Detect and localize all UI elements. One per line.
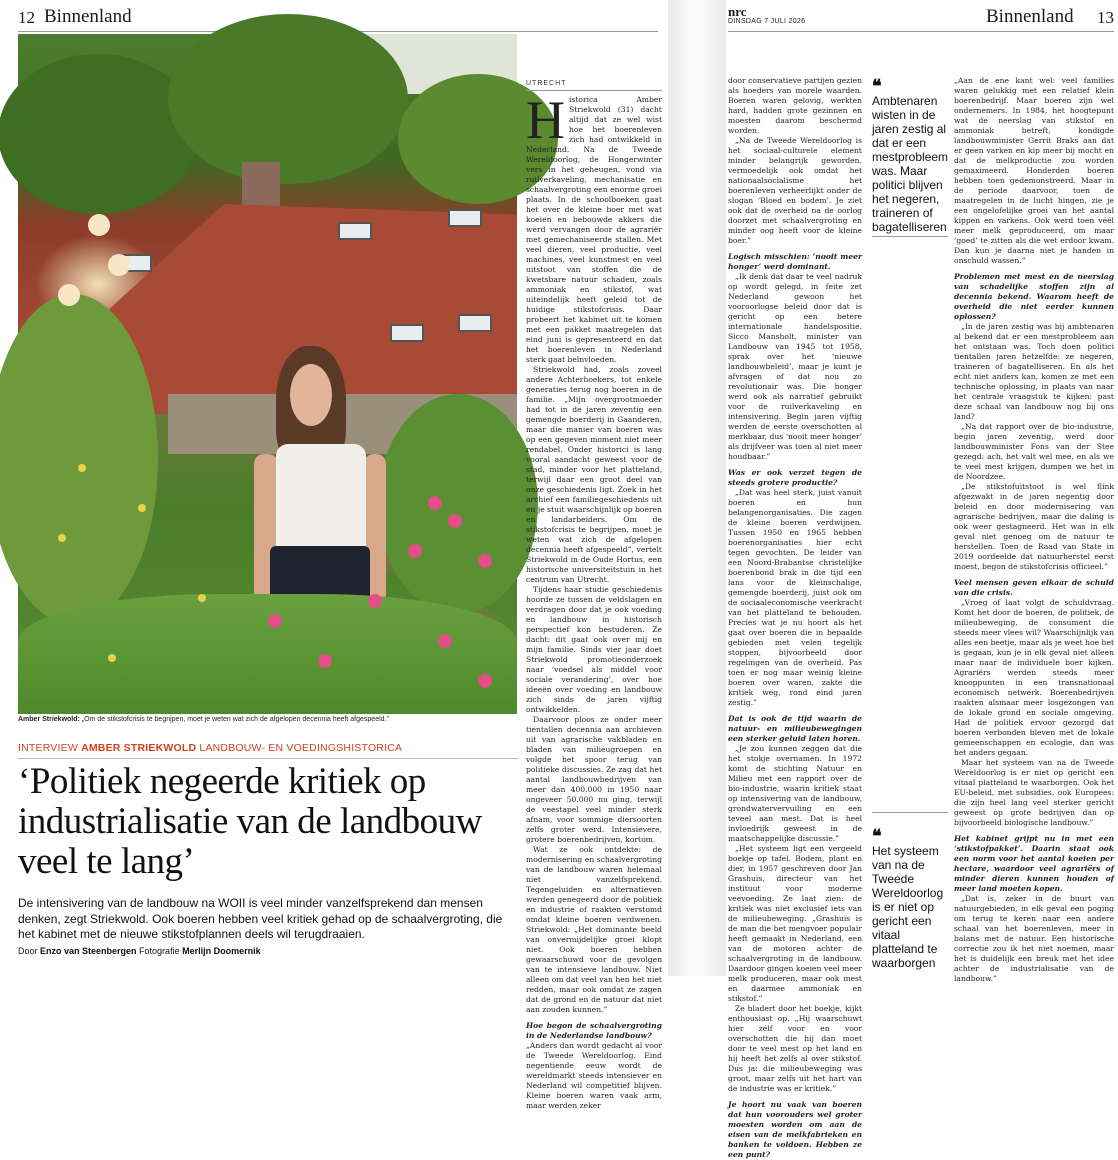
- byline-photo-label: Fotografie: [136, 946, 183, 956]
- byline-author: Enzo van Steenbergen: [40, 946, 137, 956]
- interview-question: Het kabinet grijpt nu in met een ‘stikstofpakket’. Daarin staat ook een norm voor het aantal koeien per hectare, waardoor veel agrariërs of minder dieren kunnen houden of meer land moeten kopen.: [954, 834, 1114, 893]
- pull-quote-rule: [872, 812, 948, 813]
- paragraph: „Aan de ene kant wel: veel families waren gelukkig met een relatief klein boerenbedrijf. Maar boeren zijn wel ondernemers. In 1984, het hoogtepunt wat de neerslag van stikstof en ammoniak betreft, kondigde landbouwminister Gerrit Braks aan dat er geen varken en kip meer bij mocht en dat de melkproductie zou worden gemaximeerd. Honderden boeren hebben toen gedemonstreerd. Maar in de periode daarvoor, toen de maatregelen in de lucht hingen, zie je een ongelofelijke groei van het aantal kippen en varkens. Ook werd toen véél meer melk geproduceerd, om maar ‘goed’ te zitten als die wet erdoor kwam. Dan kun je daarna niet je handen in onschuld wassen.”: [954, 76, 1114, 265]
- paragraph: „Dat was heel sterk, juist vanuit boeren en hun belangenorganisaties. Die zagen de kleine boeren verdwijnen. Tussen 1950 en 1965 hebben boerenorganisaties hier echt tegen gevochten. De leider van een Noord-Brabantse christelijke boerenbond brak in die tijd een lans voor de kleinschalige, gemengde boerderij, juist ook om de sociaaleconomische veerkracht van het platteland te behouden. Precies wat je nu hoort als het gaat over boeren die in bepaalde gebieden met velen tegelijk stoppen, bijvoorbeeld door regelingen van de overheid. Pas toen er nog maar weinig kleine boeren over waren, zakte die kritiek weg, rond eind jaren zestig.”: [728, 488, 862, 707]
- photo-flower: [478, 554, 492, 568]
- quote-icon: ❛❛: [872, 76, 880, 96]
- kicker-rule: [18, 758, 518, 759]
- caption-name: Amber Striekwold:: [18, 716, 80, 723]
- photo-flower: [268, 614, 282, 628]
- kicker-label: INTERVIEW: [18, 742, 82, 754]
- paragraph: „Na de Tweede Wereldoorlog is het sociaal-culturele element minder belangrijk geworden, vermoedelijk ook omdat het nationaalsocialisme het boerenleven verheerlijkt onder de slogan ‘Bloed en bodem’. Je ziet ook dat de overheid na de oorlog doorzet met schaalvergroting en minder oog heeft voor de kleine boer.”: [728, 136, 862, 245]
- article-column-1: [526, 80, 662, 1110]
- interview-question: Je hoort nu vaak van boeren dat hun voorouders wel groter moesten worden om aan de eisen van de melkfabrieken en banken te voldoen. Hebben ze een punt?: [728, 1100, 862, 1159]
- photo-tree: [168, 14, 408, 184]
- paragraph: „Je zou kunnen zeggen dat die het stokje overnamen. In 1972 komt de stichting Natuur en Milieu met een rapport over de bio-industrie, waarin kritiek staat op intensivering van de landbouw, grondwatervervuiling en een teveel aan mest. Dat is heel invloedrijk geweest in de maatschappelijke discussie.”: [728, 744, 862, 843]
- paragraph: Wat ze ook ontdekte: de modernisering en schaalvergroting van de landbouw waren helemaal niet vanzelfsprekend. Tegengeluiden en alternatieven werden genegeerd door de politiek en industrie of raakten verstomd omdat kleine boeren verdwenen. Striekwold: „Het dominante beeld van onvermijdelijke groei klopt niet. Ook boeren hebben gewaarschuwd voor de gevolgen van te intensieve landbouw. Niet alleen om dat veel van hen het niet redden, maar ook omdat ze zagen dat de grond en de natuur dat niet aan zouden kunnen.”: [526, 845, 662, 1014]
- kicker-role: LANDBOUW- EN VOEDINGSHISTORICA: [196, 742, 403, 754]
- photo-flower: [428, 496, 442, 510]
- paragraph: Maar het systeem van na de Tweede Wereldoorlog is er niet op gericht een vitaal platteland te waarborgen. Ook het EU-beleid, met subsidies, ook Europees: die zijn heel lang veel sterker gericht geweest op grote bedrijven dan op bijvoorbeeld biologische landbouw.”: [954, 758, 1114, 827]
- photo-flower: [88, 214, 110, 236]
- byline-photographer: Merlijn Doomernik: [182, 946, 261, 956]
- paragraph: Daarvoor ploos ze onder meer tientallen decennia aan archieven uit van agrarische vakbladen en bladen van milieugroepen en volgde het spoor terug van politieke discussies. Ze zag dat het aantal landbouwbedrijven van meer dan 400.000 in 1950 naar ongeveer 50.000 nu ging, terwijl de veestapel veel minder sterk afnam, voor sommige diersoorten zelfs groter werd. Intensievere, grotere boerenbedrijven, kortom.: [526, 715, 662, 844]
- drop-cap: H: [526, 90, 565, 150]
- photo-tree: [0, 54, 198, 214]
- article-photo: [18, 34, 517, 714]
- photo-flower: [368, 594, 382, 608]
- paragraph-text: istorica Amber Striekwold (31) dacht altijd dat ze wel wist hoe het boerenleven zich had ontwikkeld in Nederland. Na de Tweede Wereldoorlog, de Hongerwinter vers in het geheugen, vond via ruilverkaveling, mechanisatie en schaalvergroting een enorme groei plaats. In de schoolboeken gaat het over de kleine boer met wat koeien en bebouwde akkers die werd vervangen door de agrariër met gemechaniseerde stallen. Met veel dieren, veel productie, veel machines, veel kunstmest en veel uitstoot van stoffen die de kwetsbare natuur schaden, zoals ammoniak en stikstof, wat uiteindelijk heeft geleid tot de huidige stikstofcrisis. Daar probeert het kabinet uit te komen met een pakket maatregelen dat eind juni is gepresenteerd en dat het boerenleven in Nederland sterk gaat beïnvloeden.: [526, 95, 662, 364]
- photo-person-face: [290, 364, 332, 426]
- dateline: UTRECHT: [526, 80, 662, 91]
- page-gutter: [668, 0, 726, 976]
- paragraph: Tijdens haar studie geschiedenis hoorde ze tussen de veldslagen en verdragen door dat je ook voeding en landbouw in historisch perspectief kon bestuderen. Ze dacht: dit gaat ook over mij en mijn familie. Sinds vier jaar doet Striekwold promotieonderzoek naar ‘voedsel als middel voor sociale verandering’, over hoe ideeën over voeding en landbouw zich sinds de jaren vijftig ontwikkelden.: [526, 585, 662, 714]
- photo-window: [338, 222, 372, 240]
- paragraph: „Dat is, zeker in de buurt van natuurgebieden, in elk geval een poging om terug te keren naar een andere schaal van het boerenleven, meer in balans met de natuur. Een historische correctie zou ik het niet noemen, maar het is duidelijk een breuk met het idee achter de industrialisatie van de landbouw.”: [954, 894, 1114, 983]
- interview-question: Problemen met mest en de neerslag van schadelijke stoffen zijn al decennia bekend. Waarom heeft de overheid die niet eerder kunnen oplossen?: [954, 272, 1114, 321]
- byline: [18, 946, 261, 956]
- photo-flower: [198, 594, 206, 602]
- paragraph: „Na dat rapport over de bio-industrie, begin jaren zeventig, werd door landbouwminister Fons van der Stee gezegd: ach, het valt wel mee, en als we te veel mest krijgen, dumpen we het in de Noordzee.: [954, 422, 1114, 481]
- pull-quote-text: Het systeem van na de Tweede Wereldoorlog is er niet op gericht een vitaal platteland te waarborgen: [872, 844, 944, 970]
- pull-quote: [872, 76, 948, 234]
- kicker-name: AMBER STRIEKWOLD: [81, 742, 197, 754]
- photo-window: [458, 314, 492, 332]
- photo-flower: [108, 654, 116, 662]
- interview-question: Hoe begon de schaalvergroting in de Nederlandse landbouw?: [526, 1021, 662, 1040]
- photo-window: [390, 324, 424, 342]
- interview-question: Was er ook verzet tegen de steeds grotere productie?: [728, 468, 862, 487]
- interview-question: Logisch misschien: ‘nooit meer honger’ werd dominant.: [728, 252, 862, 271]
- quote-icon: ❛❛: [872, 826, 880, 846]
- photo-window: [448, 209, 482, 227]
- photo-flower: [108, 254, 130, 276]
- paragraph: „In de jaren zestig was bij ambtenaren al bekend dat er een mestprobleem aan het ontstaan was. Toch doen politici tientallen jaren hetzelfde: ze negeren, traineren of bagatelliseren. En als het echt niet anders kan, komen ze met een technische oplossing, in plaats van naar het centrale vraagstuk te kijken: past deze schaal van landbouw nog bij ons land?: [954, 322, 1114, 421]
- nrc-logo: nrc: [728, 4, 747, 19]
- photo-flower: [448, 514, 462, 528]
- kicker: [18, 742, 402, 754]
- photo-flower: [58, 284, 80, 306]
- photo-caption: [18, 716, 518, 723]
- issue-date: DINSDAG 7 JULI 2026: [728, 18, 806, 25]
- page-number-right: 13: [1097, 8, 1114, 27]
- paragraph: [526, 90, 662, 365]
- paragraph: „Anders dan wordt gedacht al voor de Tweede Wereldoorlog. Eind negentiende eeuw wordt de wereldmarkt steeds intensiever en Nederland wil competitief blijven. Kleine boeren waren vaak arm, maar werden zeker: [526, 1041, 662, 1110]
- pull-quote-rule: [872, 236, 948, 237]
- page-number: 12: [18, 8, 35, 27]
- header-rule-right: [728, 31, 1114, 32]
- paragraph: „Het systeem ligt een vergeeld boekje op tafel. Bodem, plant en dier, in 1957 geschreven door Jan Grashuis, directeur van het instituut voor moderne veevoeding. Ze laat zien: de kritiek was niet exclusief iets van de milieubeweging. „Grashuis is de man die het mengvoer populair heeft gemaakt in Nederland, een van de motoren achter de schaalvergroting in de landbouw. Daardoor gingen koeien veel meer melk produceren, maar ook mest en daarmee ammoniak en stikstof.”: [728, 844, 862, 1003]
- byline-prefix: Door: [18, 946, 41, 956]
- paragraph: Ze bladert door het boekje, kijkt enthousiast op. „Hij waarschuwt hier zélf voor en voor overschotten die hij dan moet door te veel mest op het land en hij heeft het zelfs al over stikstof. Dus ja: die milieubeweging was groot, maar zelfs uit het hart van de industrie was er kritiek.”: [728, 1004, 862, 1093]
- photo-person-top: [276, 444, 366, 552]
- photo-flower: [478, 674, 492, 688]
- headline: ‘Politiek negeerde kritiek op industrialisatie van de landbouw veel te lang’: [18, 761, 482, 882]
- paragraph: „Vroeg of laat volgt de schuldvraag. Komt het door de boeren, de politiek, de milieubeweging, de consument die steeds meer vlees wil? Waarschijnlijk van alles een beetje, maar als je weet hoe het is gegaan, kun je in elk geval niet alleen maar naar de individuele boer kijken. Agrariërs werden steeds meer knooppunten in een transnationaal economisch netwerk. Boerenbedrijven raakten alsmaar meer losgezongen van de lokale grond en sociale omgeving. Had de politiek ervoor gezorgd dat boeren verbonden bleven met de lokale gemeenschappen en ecologie, dan was het anders gegaan.: [954, 598, 1114, 757]
- paragraph: door conservatieve partijen gezien als hoeders van morele waarden. Boeren waren gelovig, werkten hard, hadden grote gezinnen en moesten daarom beschermd worden.: [728, 76, 862, 135]
- article-column-3: [954, 76, 1114, 983]
- section-title-right: Binnenland: [986, 6, 1074, 27]
- interview-question: Dat is ook de tijd waarin de natuur- en milieubewegingen een sterker geluid laten horen.: [728, 714, 862, 743]
- section-title: Binnenland: [44, 6, 132, 27]
- interview-question: Veel mensen geven elkaar de schuld van die crisis.: [954, 578, 1114, 597]
- photo-flower: [138, 504, 146, 512]
- caption-text: „Om de stikstofcrisis te begrijpen, moet je weten wat zich de afgelopen decennia heeft afgespeeld.”: [79, 716, 389, 723]
- paragraph: Striekwold had, zoals zoveel andere Achterhoekers, tot enkele generaties terug nog boeren in de familie. „Mijn overgrootmoeder had tot in de jaren zeventig een gemengde boerderij in Gaanderen, maar die manier van boeren was op een gegeven moment niet meer rendabel. Onder historici is lang vooral aandacht geweest voor de stad, minder voor het platteland, terwijl daar een groot deel van onze geschiedenis ligt. Zoek in het archief een familiegeschiedenis uit en je stuit waarschijnlijk op boeren en landarbeiders. Om de stikstofcrisis te begrijpen, moet je weten wat zich de afgelopen decennia heeft afgespeeld”, vertelt Striekwold in de Oude Hortus, een historische universiteitstuin in het centrum van Utrecht.: [526, 365, 662, 584]
- article-column-2: [728, 76, 862, 1159]
- photo-flower: [58, 534, 66, 542]
- photo-flower: [318, 654, 332, 668]
- pull-quote-text: Ambtenaren wisten in de jaren zestig al dat er een mestprobleem was. Maar politici blijven het negeren, traineren of bagatelliseren: [872, 94, 949, 234]
- lead-paragraph: De intensivering van de landbouw na WOII is veel minder vanzelfsprekend dan mensen denken, zegt Striekwold. Ook boeren hebben veel kritiek gehad op de schaalvergroting, die het kabinet met de nieuwe stikstofplannen deels wil terugdraaien.: [18, 896, 503, 941]
- pull-quote: [872, 826, 948, 970]
- photo-shrub: [378, 394, 538, 614]
- photo-flower: [438, 634, 452, 648]
- photo-flower: [78, 464, 86, 472]
- photo-bushes: [18, 594, 517, 714]
- paragraph: „De stikstofuitstoot is wel flink afgezwakt in de jaren negentig door beleid en door modernisering van agrarische bedrijven, maar die daling is ook weer gestagneerd. Het was in elk geval niet genoeg om de natuur te herstellen. Toen de Raad van State in 2019 oordeelde dat natuurherstel eerst moest, begon de stikstofcrisis officieel.”: [954, 482, 1114, 571]
- paragraph: „Ik denk dat daar te veel nadruk op wordt gelegd, in feite zet Nederland gewoon het vooroorlogse beleid door dat is gericht op een betere internationale handelspositie. Sicco Mansholt, minister van Landbouw van 1945 tot 1958, sprak over het ‘nieuwe landbouwbeleid’, maar je kunt je afvragen of dat nou zo revolutionair was. Die honger werd ook als narratief gebruikt voor de ruilverkaveling en intensivering. Begin jaren vijftig werden de eerste overschotten al merkbaar, dus ‘nooit meer honger’ als drijfveer was toen al niet meer houdbaar.”: [728, 272, 862, 461]
- photo-flower: [408, 544, 422, 558]
